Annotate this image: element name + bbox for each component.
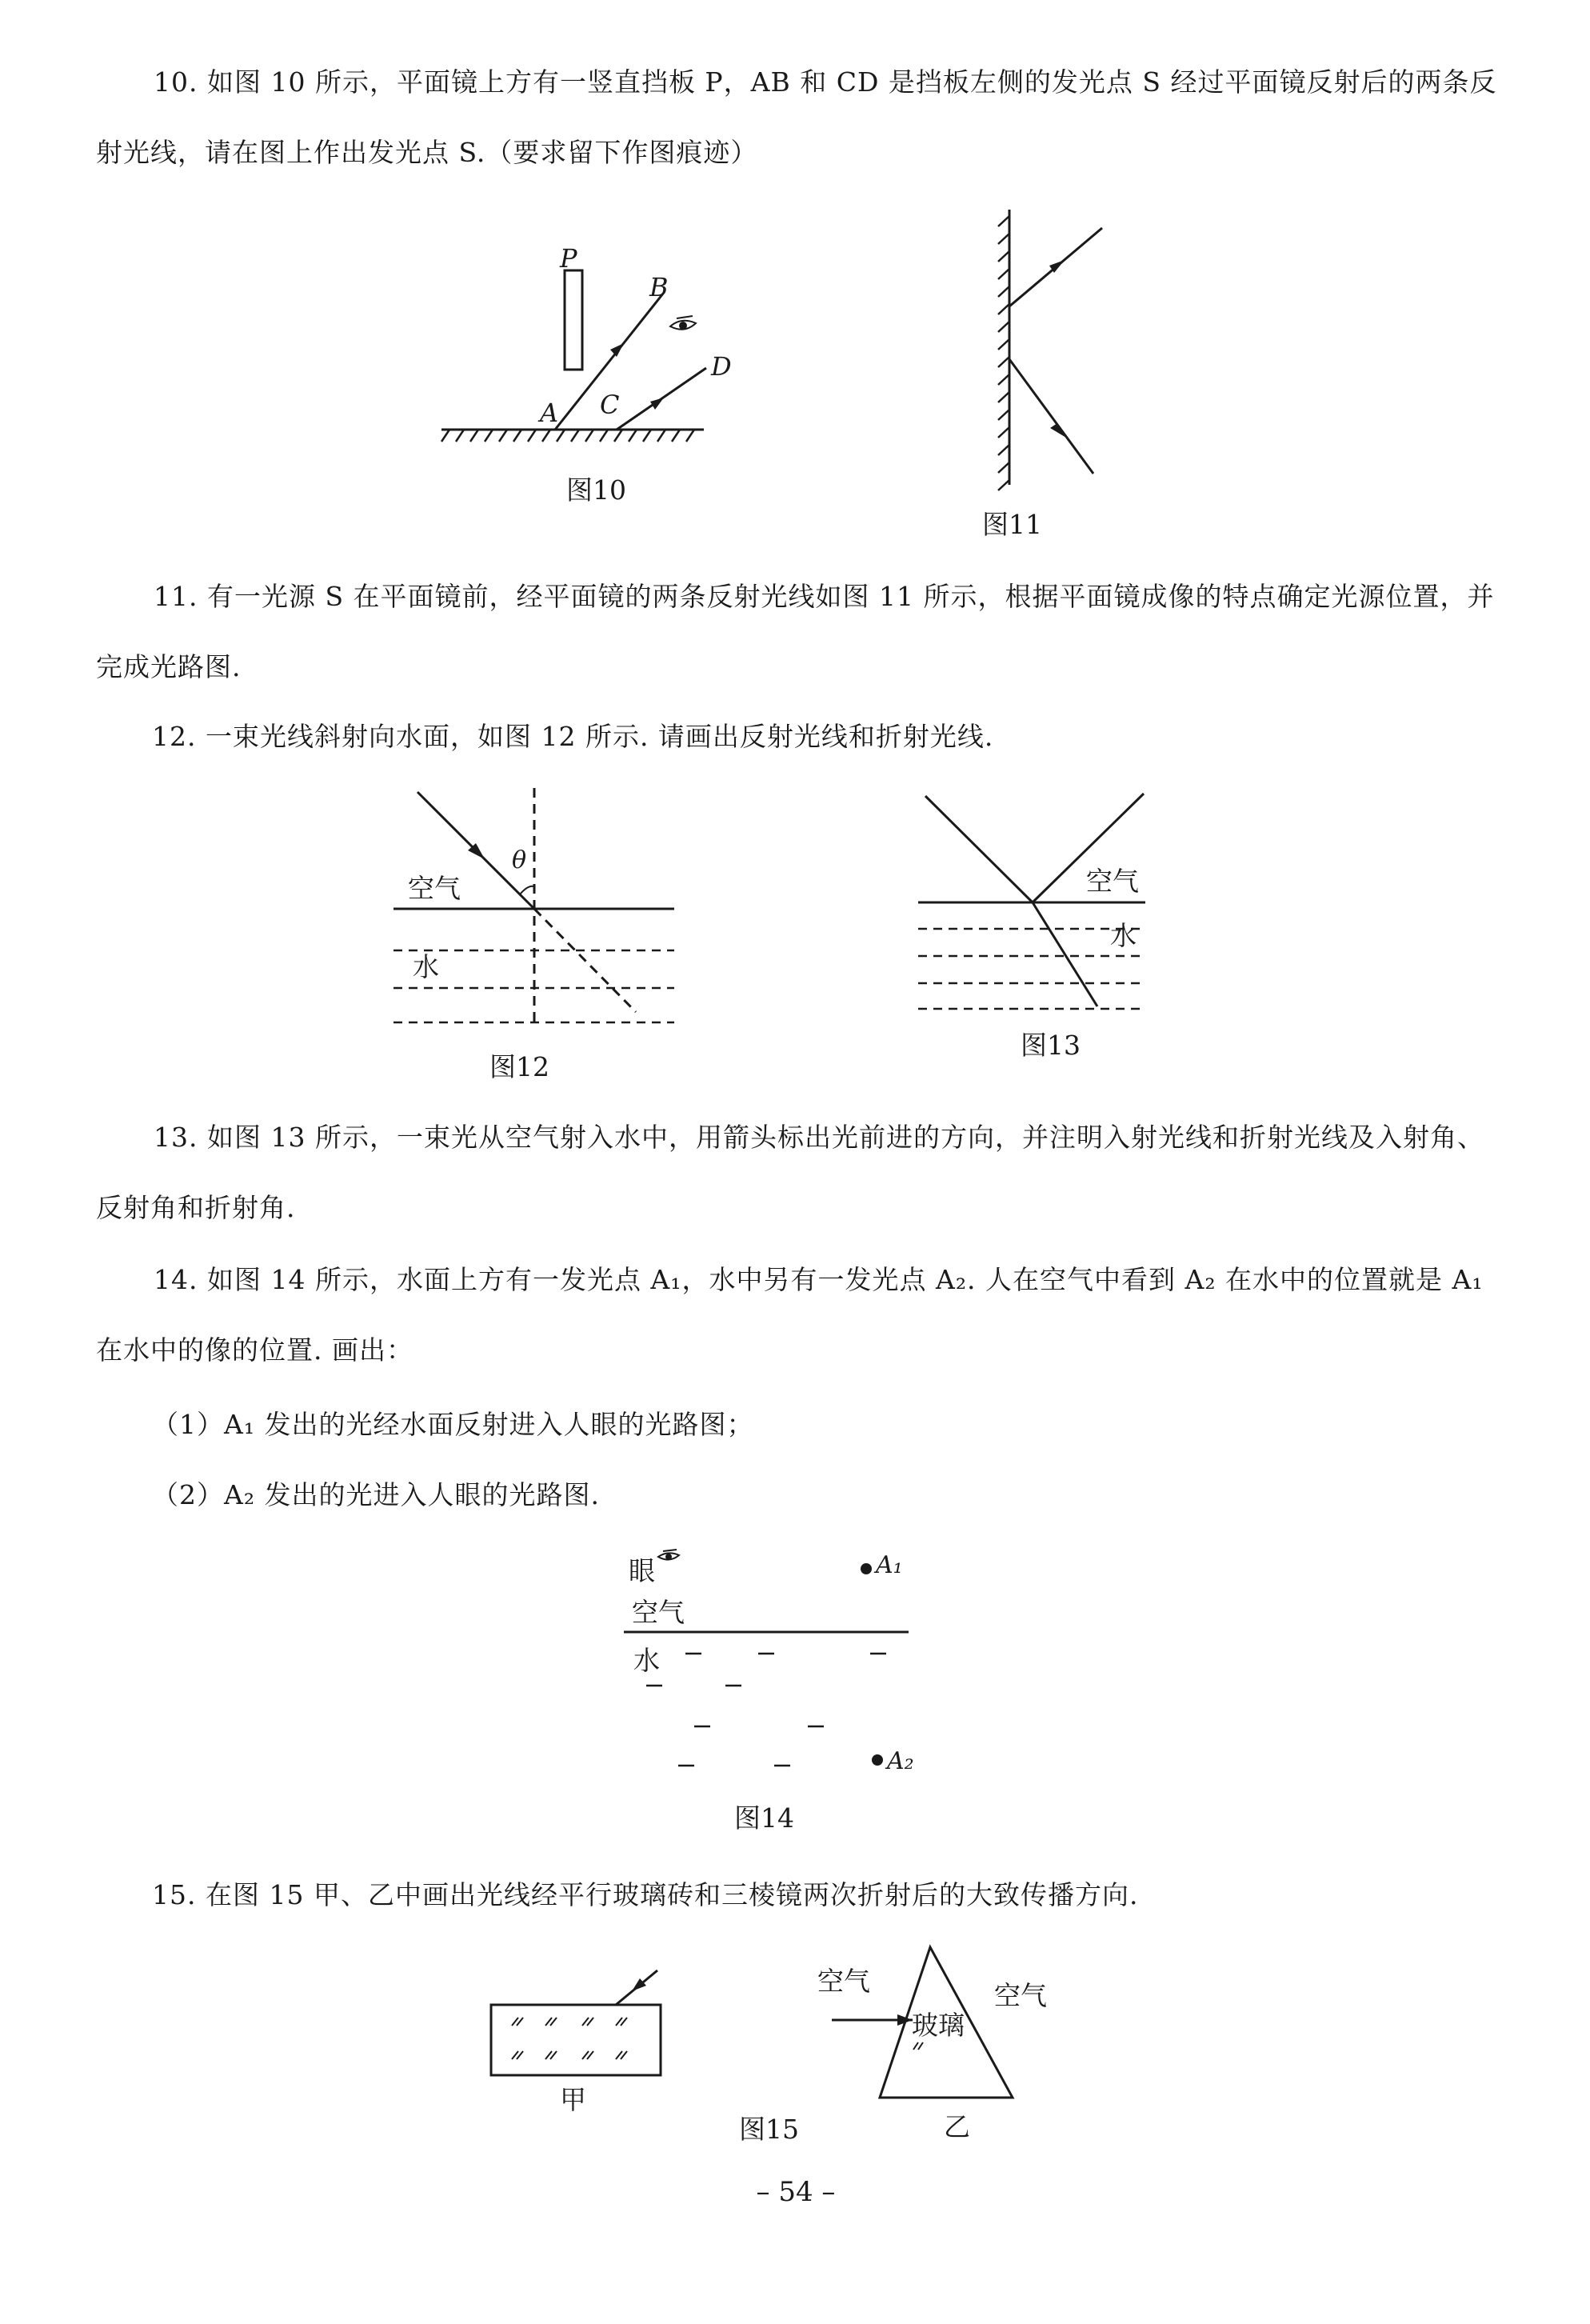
fig14-label-water: 水 [633,1645,660,1676]
fig12-caption: 图12 [489,1051,549,1082]
fig13-label-air: 空气 [1086,866,1139,897]
question-14-part-2: （2）A₂ 发出的光进入人眼的光路图. [152,1479,601,1510]
question-13: 13. 如图 13 所示，一束光从空气射入水中，用箭头标出光前进的方向，并注明入射光线和折射光线及入射角、反射角和折射角. [96,1122,1484,1223]
fig15-label-glass: 玻璃 [912,2010,965,2041]
fig14-label-eye: 眼 [629,1555,655,1586]
fig12-label-theta: θ [512,846,527,874]
question-12: 12. 一束光线斜射向水面，如图 12 所示. 请画出反射光线和折射光线. [152,721,994,752]
fig12-label-air: 空气 [408,873,461,904]
question-11: 11. 有一光源 S 在平面镜前，经平面镜的两条反射光线如图 11 所示，根据平面镜成像的特点确定光源位置，并完成光路图. [96,581,1495,682]
page-number: – 54 – [756,2176,836,2208]
fig13-caption: 图13 [1021,1030,1081,1061]
fig15-label-jia: 甲 [560,2084,586,2115]
fig15-caption: 图15 [739,2114,799,2145]
fig10-label-a: A [540,398,559,428]
question-10: 10. 如图 10 所示，平面镜上方有一竖直挡板 P，AB 和 CD 是挡板左侧的发光点 S 经过平面镜反射后的两条反射光线，请在图上作出发光点 S.（要求留下作图痕迹） [96,66,1497,168]
fig10-caption: 图10 [566,474,626,506]
fig12-label-water: 水 [413,951,439,982]
fig14-label-a1: A₁ [876,1551,903,1579]
question-14: 14. 如图 14 所示，水面上方有一发光点 A₁，水中另有一发光点 A₂. 人在空气中看到 A₂ 在水中的位置就是 A₁ 在水中的像的位置. 画出： [96,1264,1484,1366]
fig10-label-b: B [649,272,669,302]
fig14-label-a2: A₂ [887,1747,914,1775]
fig10-label-d: D [711,351,732,382]
fig15-glass-slab [491,2005,661,2075]
fig11-caption: 图11 [982,509,1042,540]
fig15-label-yi: 乙 [944,2111,970,2142]
fig14-label-air: 空气 [632,1597,685,1628]
question-15: 15. 在图 15 甲、乙中画出光线经平行玻璃砖和三棱镜两次折射后的大致传播方向. [152,1879,1139,1910]
fig14-caption: 图14 [734,1802,794,1834]
fig15-label-air-right: 空气 [994,1980,1047,2011]
fig15-prism-hatching [913,2042,923,2050]
fig15-slab-hatching [512,2018,627,2059]
fig13-label-water: 水 [1110,920,1137,951]
fig15-label-air-left: 空气 [817,1966,870,1997]
fig10-label-c: C [600,390,620,420]
question-14-part-1: （1）A₁ 发出的光经水面反射进入人眼的光路图； [152,1409,754,1440]
fig10-label-p: P [560,243,577,274]
